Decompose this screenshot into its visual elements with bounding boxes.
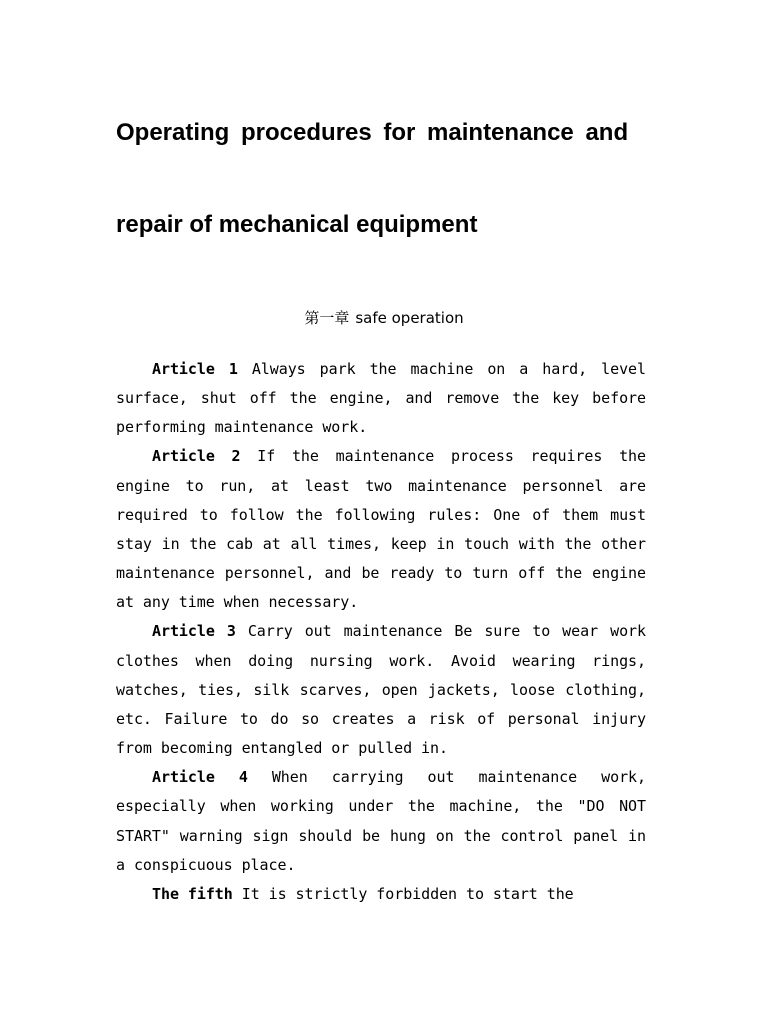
chapter-title: safe operation — [355, 309, 464, 327]
article-text: Carry out maintenance Be sure to wear work clothes when doing nursing work. Avoid wearing rings, watches, ties, silk scarves, open jackets, loose clothing, etc. Failure to do so creates a risk of personal injury from becoming entangled or pulled in. — [116, 622, 646, 758]
article-paragraph — [116, 763, 646, 880]
article-label: Article 1 — [152, 360, 238, 378]
chapter-heading — [0, 306, 768, 330]
article-label: Article 2 — [152, 447, 241, 466]
document-body — [116, 355, 646, 909]
article-text: It is strictly forbidden to start the — [241, 884, 574, 903]
article-paragraph — [116, 880, 646, 909]
article-paragraph — [116, 442, 646, 617]
chapter-number: 第一章 — [304, 309, 350, 327]
document-title-line-2: repair of mechanical equipment — [116, 211, 478, 238]
article-label: Article 4 — [152, 768, 248, 787]
article-text: When carrying out maintenance work, especially when working under the machine, the "DO NOT START" warning sign should be hung on the control panel in a conspicuous place. — [116, 768, 646, 874]
article-label: Article 3 — [152, 622, 236, 641]
document-title-line-1: Operating procedures for maintenance and — [116, 119, 629, 146]
article-text: Always park the machine on a hard, level surface, shut off the engine, and remove the key before performing maintenance work. — [116, 360, 646, 437]
article-paragraph — [116, 355, 646, 442]
article-text: If the maintenance process requires the engine to run, at least two maintenance personnel are required to follow the following rules: One of them must stay in the cab at all times, keep in touch with the other maintenance personnel, and be ready to turn off the engine at any time when necessary. — [116, 447, 646, 612]
article-label: The fifth — [152, 884, 233, 903]
article-paragraph — [116, 617, 646, 763]
